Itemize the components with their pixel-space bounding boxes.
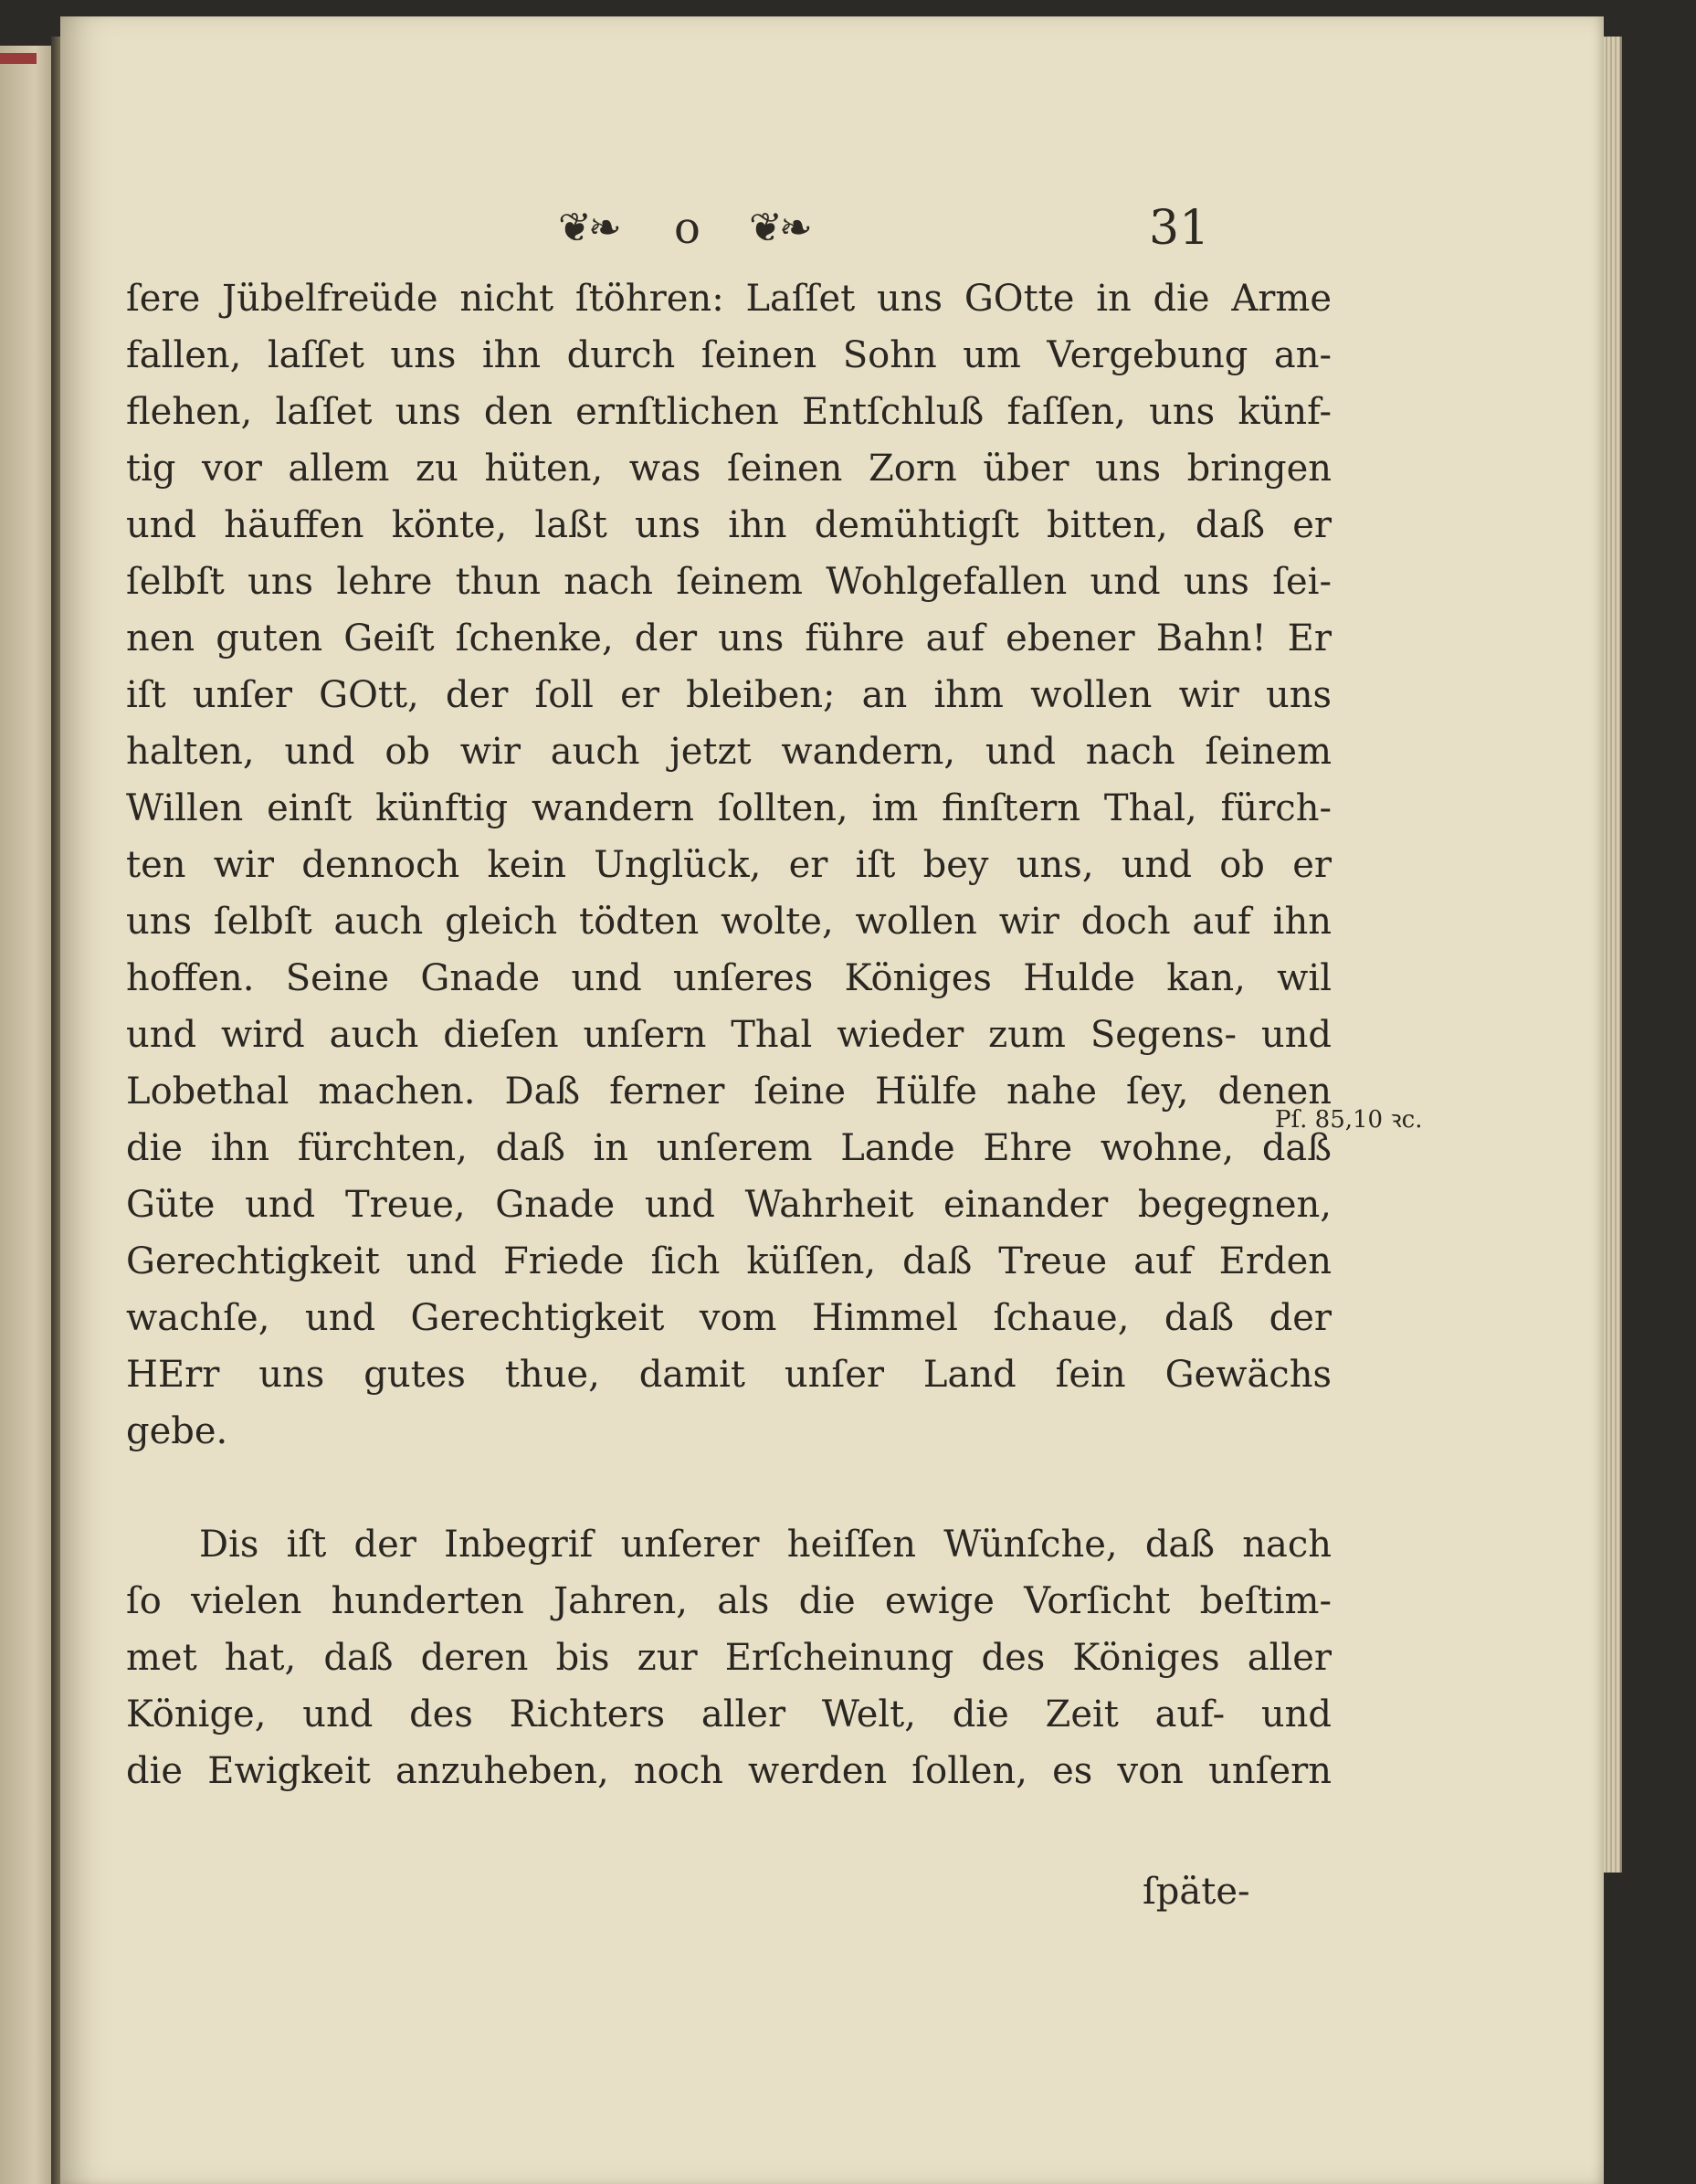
text-line: ſere Jübelfreüde nicht ſtöhren: Laſſet uns GOtte in die Arme — [126, 278, 1332, 320]
signature-mark: o — [674, 203, 701, 254]
text-line: Könige, und des Richters aller Welt, die Zeit auf- und — [126, 1693, 1332, 1736]
text-line: und häuffen könte, laßt uns ihn demühtigſt bitten, daß er — [126, 504, 1332, 546]
text-line: Willen einſt künftig wandern ſollten, im finſtern Thal, fürch- — [126, 787, 1332, 829]
text-line: HErr uns gutes thue, damit unſer Land ſein Gewächs — [126, 1354, 1332, 1396]
text-line: hoffen. Seine Gnade und unſeres Königes Hulde kan, wil — [126, 957, 1332, 999]
left-page-edge — [0, 46, 58, 2184]
text-line: wachſe, und Gerechtigkeit vom Himmel ſchaue, daß der — [126, 1297, 1332, 1339]
text-line-last: gebe. — [126, 1410, 228, 1452]
text-line: met hat, daß deren bis zur Erſcheinung des Königes aller — [126, 1637, 1332, 1679]
page-number: 31 — [1149, 201, 1210, 256]
text-line: fallen, laſſet uns ihn durch ſeinen Sohn um Vergebung an- — [126, 334, 1332, 376]
text-line: uns ſelbſt auch gleich tödten wolte, wollen wir doch auf ihn — [126, 901, 1332, 943]
text-line: nen guten Geiſt ſchenke, der uns führe auf ebener Bahn! Er — [126, 617, 1332, 659]
text-line: Güte und Treue, Gnade und Wahrheit einander begegnen, — [126, 1184, 1332, 1226]
text-line: flehen, laſſet uns den ernſtlichen Entſchluß faſſen, uns künf- — [126, 391, 1332, 433]
text-line: ſo vielen hunderten Jahren, als die ewige Vorſicht beſtim- — [126, 1580, 1332, 1622]
text-line: tig vor allem zu hüten, was ſeinen Zorn über uns bringen — [126, 448, 1332, 490]
catchword: ſpäte- — [1143, 1871, 1250, 1913]
text-line: und wird auch dieſen unſern Thal wieder zum Segens- und — [126, 1014, 1332, 1056]
text-line: Gerechtigkeit und Friede ſich küſſen, daß Treue auf Erden — [126, 1240, 1332, 1282]
ornament-left-icon: ❦❧ — [558, 205, 618, 251]
paragraph-gap — [126, 1460, 1332, 1516]
body-text — [126, 270, 1332, 1799]
margin-note: Pſ. 85,10 ꝛc. — [1275, 1106, 1423, 1134]
text-line: ſelbſt uns lehre thun nach ſeinem Wohlgefallen und uns ſei- — [126, 561, 1332, 603]
text-line: die ihn fürchten, daß in unſerem Lande Ehre wohne, daß — [126, 1127, 1332, 1169]
left-page-red-edge — [0, 53, 37, 64]
text-line: die Ewigkeit anzuheben, noch werden ſollen, es von unſern — [126, 1750, 1332, 1792]
text-line: ten wir dennoch kein Unglück, er iſt bey uns, und ob er — [126, 844, 1332, 886]
book-page — [60, 16, 1604, 2184]
ornament-right-icon: ❦❧ — [749, 205, 809, 251]
text-line: iſt unſer GOtt, der ſoll er bleiben; an ihm wollen wir uns — [126, 674, 1332, 716]
text-line: Lobethal machen. Daß ferner ſeine Hülfe nahe ſey, denen — [126, 1071, 1332, 1113]
page-header — [60, 199, 1604, 263]
text-line: halten, und ob wir auch jetzt wandern, und nach ſeinem — [126, 731, 1332, 773]
text-line: Dis iſt der Inbegrif unſerer heiſſen Wünſche, daß nach — [199, 1524, 1332, 1566]
